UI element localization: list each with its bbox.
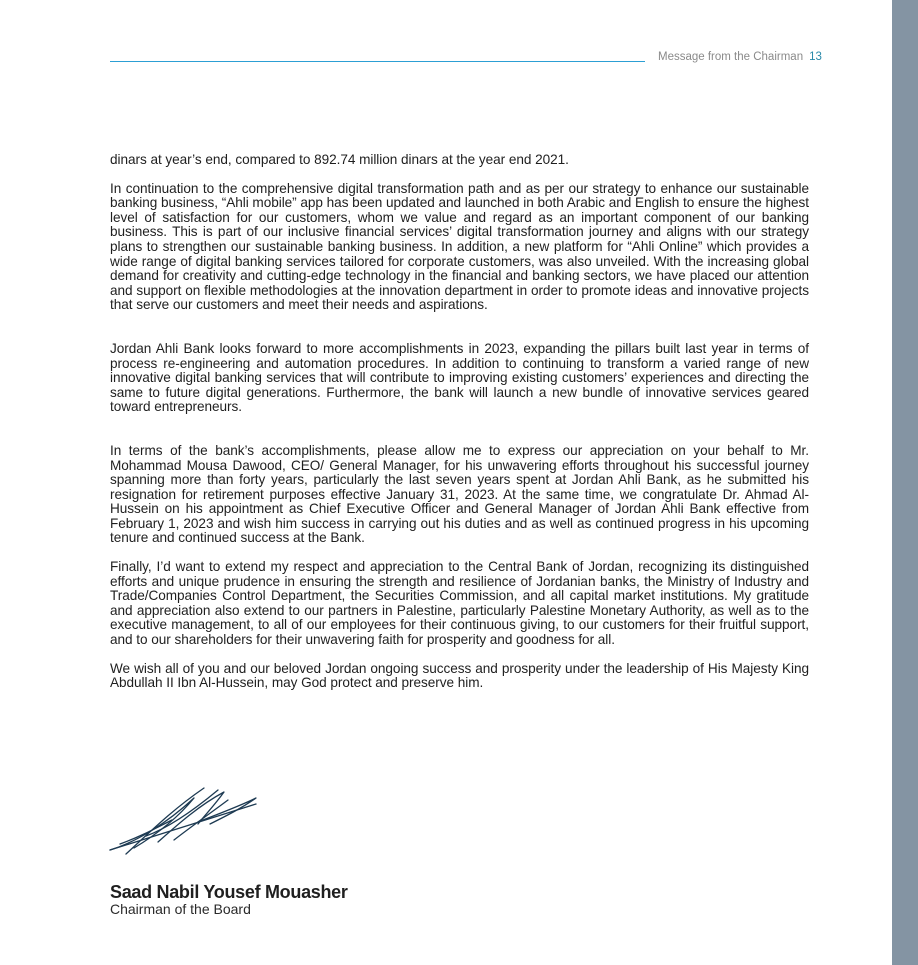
section-title: Message from the Chairman xyxy=(658,51,804,63)
side-color-bar xyxy=(892,0,918,965)
paragraph: Jordan Ahli Bank looks forward to more accomplishments in 2023, expanding the pillars built last year in terms of process re-engineering and automation procedures. In addition to continuing to transform a varied range of new innovative digital banking services that will contribute to improving existing customers’ experiences and directing the same to future digital generations. Furthermore, the bank will launch a new bundle of innovative services geared toward entrepreneurs. xyxy=(110,340,809,415)
signatory-title: Chairman of the Board xyxy=(110,901,251,917)
running-header xyxy=(658,51,838,63)
paragraph: Finally, I’d want to extend my respect and appreciation to the Central Bank of Jordan, recognizing its distinguished efforts and unique prudence in ensuring the strength and resilience of Jordanian banks, the Ministry of Industry and Trade/Companies Control Department, the Securities Commission, and all capital market institutions. My gratitude and appreciation also extend to our partners in Palestine, particularly Palestine Monetary Authority, as well as to the executive management, to all of our employees for their continuous giving, to our customers for their fruitful support, and to our shareholders for their unwavering faith for prosperity and goodness for all. xyxy=(110,559,809,648)
page-number: 13 xyxy=(809,51,822,63)
paragraph: We wish all of you and our beloved Jordan ongoing success and prosperity under the leadership of His Majesty King Abdullah II Ibn Al-Hussein, may God protect and preserve him. xyxy=(110,660,809,691)
letter-body xyxy=(110,153,809,705)
paragraph: In terms of the bank’s accomplishments, please allow me to express our appreciation on your behalf to Mr. Mohammad Mousa Dawood, CEO/ General Manager, for his unwavering efforts throughout his successful journey spanning more than forty years, particularly the last seven years spent at Jordan Ahli Bank, as he submitted his resignation for retirement purposes effective January 31, 2023. At the same time, we congratulate Dr. Ahmad Al-Hussein on his appointment as Chief Executive Officer and General Manager of Jordan Ahli Bank effective from February 1, 2023 and wish him success in carrying out his duties and as well as continued progress in his upcoming tenure and continued success at the Bank. xyxy=(110,442,809,546)
signatory-name: Saad Nabil Yousef Mouasher xyxy=(110,882,348,902)
header-rule xyxy=(110,61,645,62)
paragraph: In continuation to the comprehensive digital transformation path and as per our strategy to enhance our sustainable banking business, “Ahli mobile” app has been updated and launched in both Arabic and English to ensure the highest level of satisfaction for our customers, whom we value and regard as an important component of our banking business. This is part of our inclusive financial services’ digital transformation journey and aligns with our strategy plans to strengthen our sustainable banking business. In addition, a new platform for “Ahli Online” which provides a wide range of digital banking services tailored for corporate customers, was also unveiled. With the increasing global demand for creativity and cutting-edge technology in the financial and banking sectors, we have placed our attention and support on flexible methodologies at the innovation department in order to promote ideas and innovative projects that serve our customers and meet their needs and aspirations. xyxy=(110,180,809,313)
paragraph: dinars at year’s end, compared to 892.74 million dinars at the year end 2021. xyxy=(110,152,569,167)
handwritten-signature xyxy=(106,784,266,858)
